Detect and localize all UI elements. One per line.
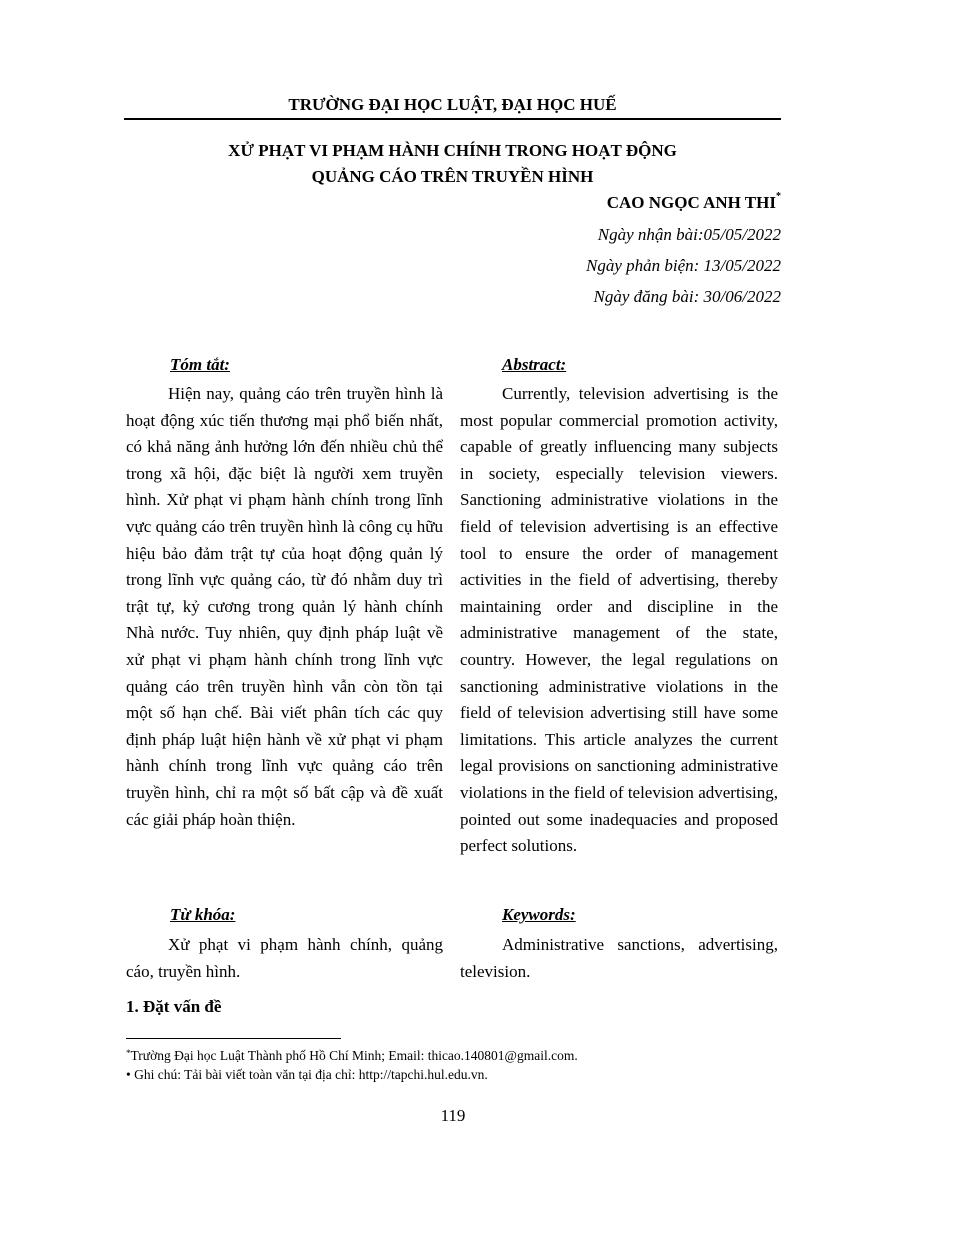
- abstract-en-heading: Abstract:: [502, 355, 567, 374]
- author-footnote-mark: *: [776, 191, 781, 203]
- keywords-en-text: Administrative sanctions, advertising, television.: [460, 935, 778, 981]
- date-received: Ngày nhận bài:05/05/2022: [597, 225, 781, 244]
- footnote-note-text: Ghi chú: Tải bài viết toàn văn tại địa chỉ: http://tapchi.hul.edu.vn.: [134, 1067, 488, 1082]
- title-line-2: QUẢNG CÁO TRÊN TRUYỀN HÌNH: [311, 167, 594, 186]
- title-line-1: XỬ PHẠT VI PHẠM HÀNH CHÍNH TRONG HOẠT ĐỘNG: [228, 141, 677, 160]
- keywords-en-heading: Keywords:: [502, 905, 576, 924]
- bullet-icon: •: [126, 1067, 131, 1082]
- footnote-affiliation: [126, 1048, 578, 1064]
- author-name: [607, 193, 781, 213]
- page-number: 119: [440, 1106, 466, 1125]
- footnote-affiliation-text: Trường Đại học Luật Thành phố Hồ Chí Minh; Email: thicao.140801@gmail.com.: [130, 1048, 578, 1063]
- abstract-vi-text: Hiện nay, quảng cáo trên truyền hình là hoạt động xúc tiến thương mại phổ biến nhất, có khả năng ảnh hưởng lớn đến nhiều chủ thể trong xã hội, đặc biệt là người xem truyền hình. Xử phạt vi phạm hành chính trong lĩnh vực quảng cáo trên truyền hình là công cụ hữu hiệu bảo đảm trật tự của hoạt động quản lý trong lĩnh vực quảng cáo, từ đó nhằm duy trì trật tự, kỷ cương trong quản lý hành chính Nhà nước. Tuy nhiên, quy định pháp luật về xử phạt vi phạm hành chính trong lĩnh vực quảng cáo trên truyền hình vẫn còn tồn tại một số hạn chế. Bài viết phân tích các quy định pháp luật hiện hành về xử phạt vi phạm hành chính trong lĩnh vực quảng cáo trên truyền hình, chỉ ra một số bất cập và đề xuất các giải pháp hoàn thiện.: [126, 384, 443, 829]
- abstract-vi-heading: Tóm tắt:: [170, 355, 230, 374]
- abstract-en-body: [460, 381, 778, 860]
- keywords-vi-heading: Từ khóa:: [170, 905, 236, 924]
- abstract-en-text: Currently, television advertising is the most popular commercial promotion activity, capable of greatly influencing many subjects in society, especially television viewers. Sanctioning administrative violations in the field of television advertising is an effective tool to ensure the order of management activities in the field of advertising, thereby maintaining order and discipline in the administrative management of the state, country. However, the legal regulations on sanctioning administrative violations in the field of television advertising still have some limitations. This article analyzes the current legal provisions on sanctioning administrative violations in the field of television advertising, pointed out some inadequacies and proposed perfect solutions.: [460, 384, 778, 856]
- author-text: CAO NGỌC ANH THI: [606, 193, 776, 212]
- footnote-mark: *: [126, 1048, 131, 1058]
- keywords-vi-text: Xử phạt vi phạm hành chính, quảng cáo, truyền hình.: [126, 935, 443, 981]
- footnote-divider: [126, 1038, 341, 1039]
- journal-header: TRƯỜNG ĐẠI HỌC LUẬT, ĐẠI HỌC HUẾ: [288, 95, 617, 114]
- footnote-note: [126, 1067, 488, 1083]
- header-divider: [124, 118, 781, 120]
- date-published: Ngày đăng bài: 30/06/2022: [593, 287, 781, 306]
- section-heading: 1. Đặt vấn đề: [126, 997, 222, 1016]
- keywords-vi-body: [126, 932, 443, 985]
- keywords-en-body: [460, 932, 778, 985]
- abstract-vi-body: [126, 381, 443, 833]
- article-title: [124, 138, 781, 190]
- date-reviewed: Ngày phản biện: 13/05/2022: [585, 256, 781, 275]
